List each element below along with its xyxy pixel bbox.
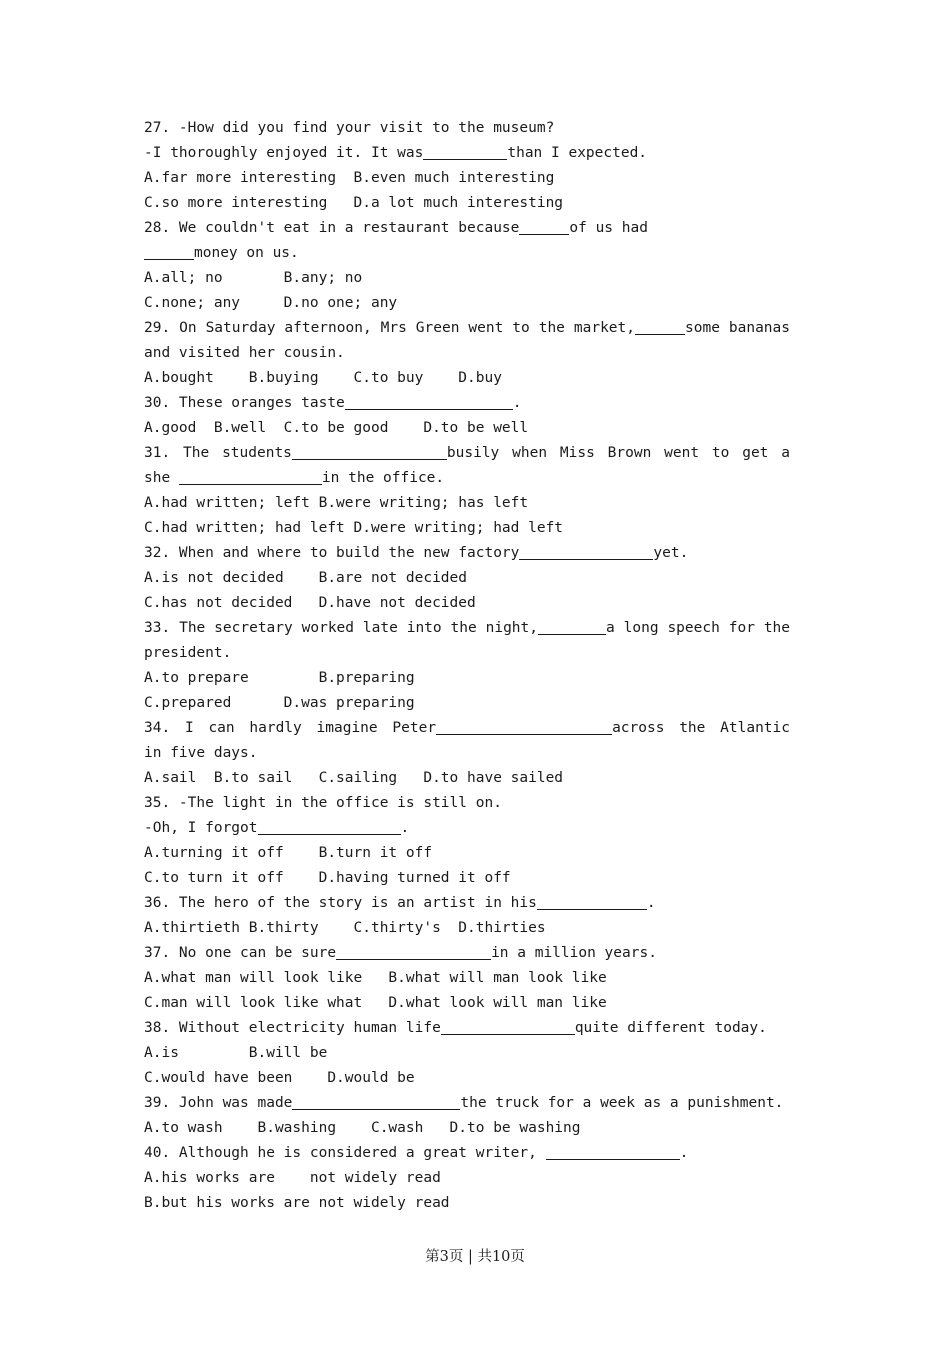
line-text: 29. On Saturday afternoon, Mrs Green went to the market, [144,320,635,336]
line-text: she [144,470,179,486]
line-text: A.sail B.to sail C.sailing D.to have sailed [144,770,564,786]
line-text: A.far more interesting B.even much interesting [144,170,555,186]
text-line [144,291,790,316]
answer-blank [292,443,447,460]
text-line [144,416,790,441]
line-text: 37. No one can be sure [144,945,337,961]
text-line [144,591,790,616]
line-text: 39. John was made [144,1095,293,1111]
line-text: C.none; any D.no one; any [144,295,398,311]
line-text: 30. These oranges taste [144,395,345,411]
line-text: in the office. [321,470,445,486]
line-text: than I expected. [507,145,648,161]
text-line [144,1041,790,1066]
line-text: C.had written; had left D.were writing; had left [144,520,564,536]
text-line [144,491,790,516]
answer-blank [423,143,507,160]
text-line [144,1141,790,1166]
line-text: C.prepared D.was preparing [144,695,415,711]
text-line [144,966,790,991]
text-line [144,1116,790,1141]
text-line [144,891,790,916]
line-text: and visited her cousin. [144,345,345,361]
answer-blank [179,468,322,485]
answer-blank [336,943,491,960]
line-text: 40. Although he is considered a great writer, [144,1145,546,1161]
text-line [144,866,790,891]
line-text: A.good B.well C.to be good D.to be well [144,420,529,436]
line-text: C.would have been D.would be [144,1070,415,1086]
line-text: C.has not decided D.have not decided [144,595,476,611]
answer-blank [538,618,606,635]
line-text: 36. The hero of the story is an artist in his [144,895,537,911]
line-text: . [400,820,410,836]
text-line [144,1191,790,1216]
text-line [144,616,790,641]
line-text: money on us. [194,245,299,261]
line-text: A.what man will look like B.what will man look like [144,970,607,986]
text-line [144,466,790,491]
text-line [144,1091,790,1116]
line-text: A.all; no B.any; no [144,270,363,286]
text-line [144,916,790,941]
line-text: . [646,895,656,911]
page-footer: 第3页 | 共10页 [425,1249,525,1265]
answer-blank [345,393,513,410]
text-line [144,191,790,216]
answer-blank [436,718,612,735]
text-line [144,391,790,416]
text-line [144,816,790,841]
line-text: 34. I can hardly imagine Peter [144,720,437,736]
line-text: A.bought B.buying C.to buy D.buy [144,370,502,386]
line-text: 33. The secretary worked late into the night, [144,620,539,636]
text-line [144,766,790,791]
line-text: busily when Miss Brown went to get a [446,445,790,461]
line-text: 31. The students [144,445,292,461]
answer-blank [292,1093,460,1110]
text-line [144,141,790,166]
text-line [144,1166,790,1191]
line-text: of us had [569,220,648,236]
line-text: . [679,1145,689,1161]
text-line [144,1066,790,1091]
line-text: . [512,395,522,411]
line-text: A.to wash B.washing C.wash D.to be washing [144,1120,581,1136]
line-text: A.is not decided B.are not decided [144,570,468,586]
text-line [144,166,790,191]
line-text: in five days. [144,745,258,761]
question-list [144,116,790,1216]
line-text: -I thoroughly enjoyed it. It was [144,145,424,161]
line-text: -Oh, I forgot [144,820,258,836]
text-line [144,1016,790,1041]
answer-blank [546,1143,680,1160]
answer-blank [537,893,647,910]
line-text: 28. We couldn't eat in a restaurant because [144,220,520,236]
answer-blank [519,218,569,235]
text-line [144,991,790,1016]
line-text: across the Atlantic [612,720,790,736]
answer-blank [258,818,401,835]
line-text: a long speech for the [606,620,790,636]
text-line [144,941,790,966]
answer-blank [519,543,653,560]
text-line [144,741,790,766]
text-line [144,641,790,666]
line-text: yet. [653,545,689,561]
text-line [144,366,790,391]
answer-blank [441,1018,575,1035]
line-text: quite different today. [574,1020,767,1036]
line-text: C.to turn it off D.having turned it off [144,870,511,886]
line-text: A.turning it off B.turn it off [144,845,433,861]
text-line [144,566,790,591]
answer-blank [635,318,685,335]
text-line [144,691,790,716]
line-text: some bananas [685,320,790,336]
line-text: C.so more interesting D.a lot much interesting [144,195,564,211]
text-line [144,316,790,341]
line-text: the truck for a week as a punishment. [460,1095,784,1111]
line-text: A.is B.will be [144,1045,328,1061]
line-text: 38. Without electricity human life [144,1020,441,1036]
text-line [144,341,790,366]
text-line [144,791,790,816]
line-text: in a million years. [491,945,657,961]
text-line [144,266,790,291]
text-line [144,541,790,566]
line-text: A.to prepare B.preparing [144,670,415,686]
text-line [144,666,790,691]
line-text: A.had written; left B.were writing; has left [144,495,529,511]
text-line [144,516,790,541]
text-line [144,241,790,266]
line-text: C.man will look like what D.what look will man like [144,995,607,1011]
line-text: B.but his works are not widely read [144,1195,450,1211]
text-line [144,116,790,141]
line-text: A.his works are not widely read [144,1170,441,1186]
line-text: president. [144,645,232,661]
line-text: 27. -How did you find your visit to the museum? [144,120,555,136]
text-line [144,841,790,866]
line-text: A.thirtieth B.thirty C.thirty's D.thirties [144,920,546,936]
text-line [144,216,790,241]
line-text: 35. -The light in the office is still on. [144,795,502,811]
text-line [144,716,790,741]
answer-blank [144,243,194,260]
text-line [144,441,790,466]
line-text: 32. When and where to build the new factory [144,545,520,561]
